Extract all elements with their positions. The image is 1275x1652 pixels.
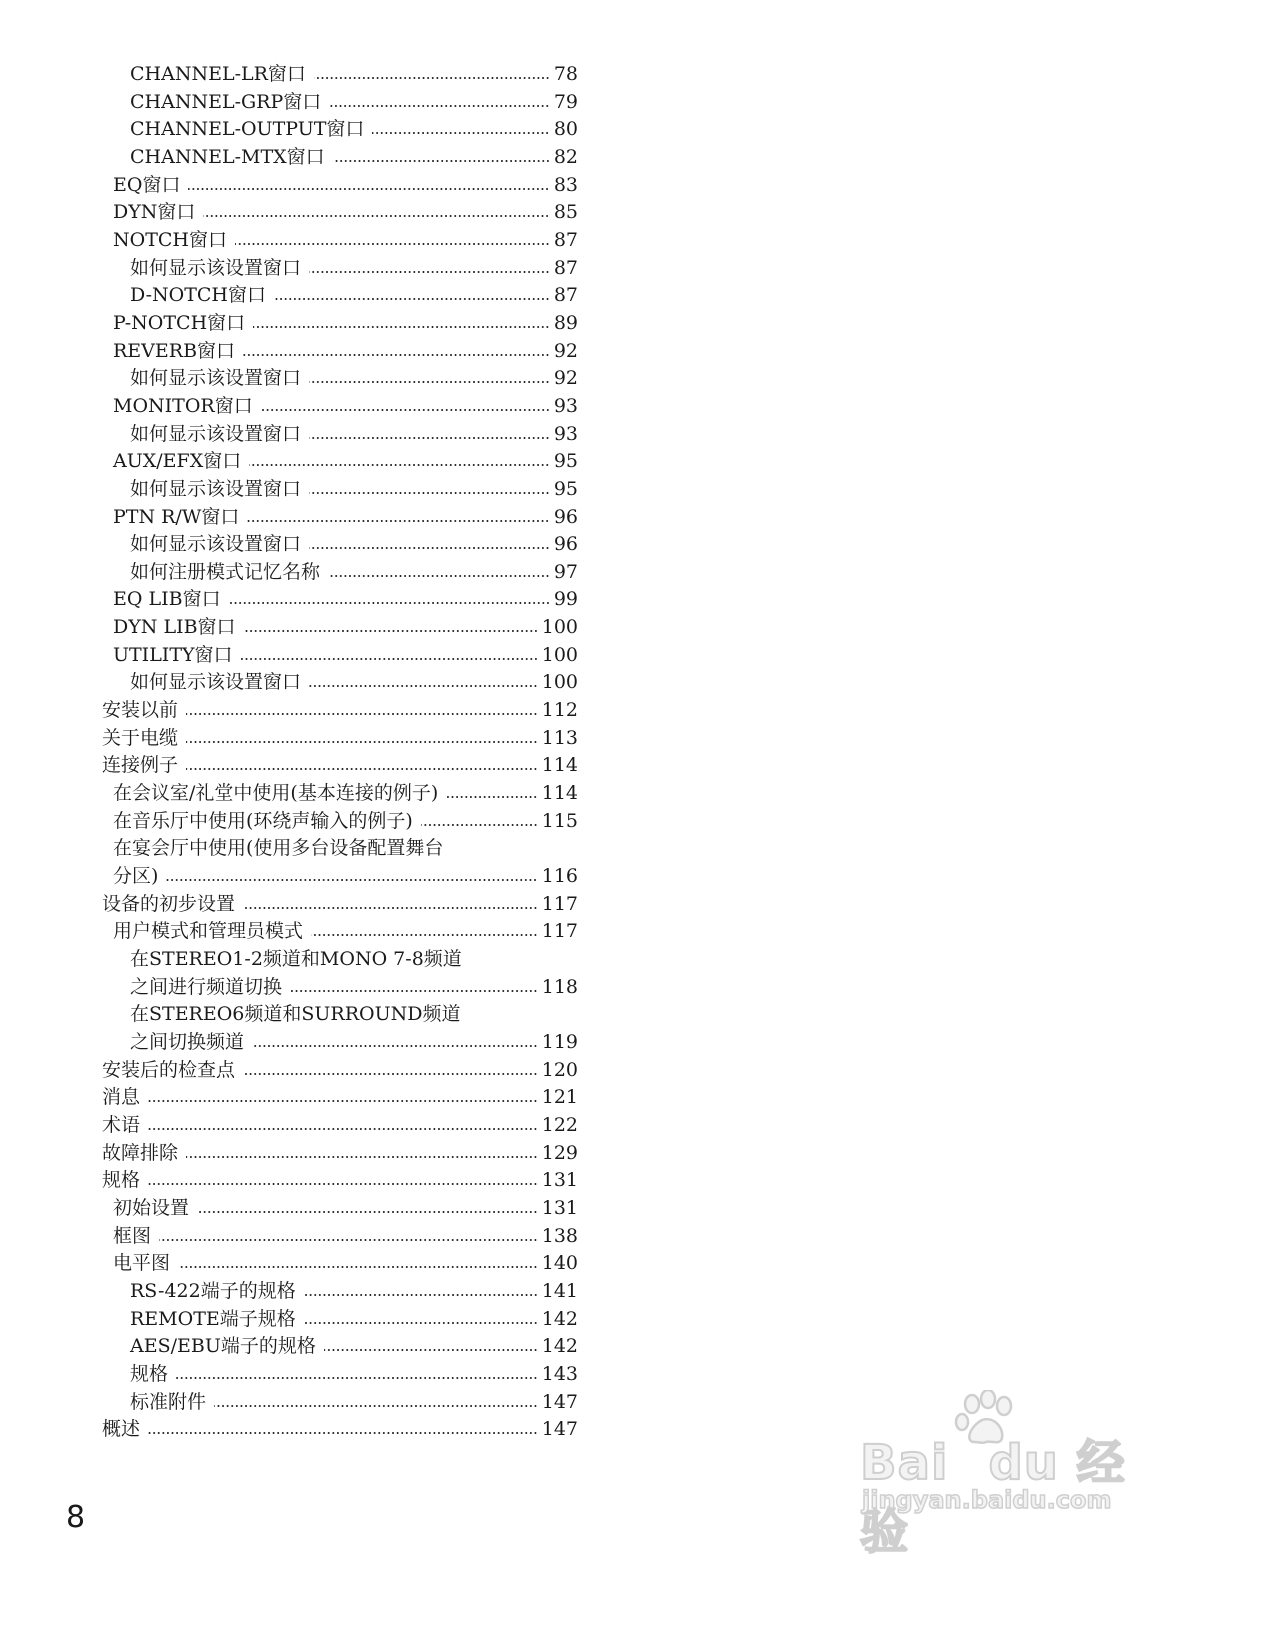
dot-leader <box>309 380 550 384</box>
watermark-logo-text: Bai du 经验 <box>860 1435 1126 1560</box>
toc-entry[interactable] <box>102 504 578 532</box>
toc-entry[interactable] <box>102 338 578 366</box>
toc-entry-label: 在会议室/礼堂中使用(基本连接的例子) <box>113 782 439 805</box>
toc-entry-page: 87 <box>553 228 578 251</box>
toc-entry-page: 87 <box>553 256 578 279</box>
dot-leader <box>333 159 550 163</box>
toc-entry-page: 117 <box>541 892 578 915</box>
toc-entry[interactable] <box>102 1140 578 1168</box>
toc-entry-page: 95 <box>553 450 578 473</box>
dot-leader <box>328 574 550 578</box>
toc-entry[interactable] <box>102 1333 578 1361</box>
toc-entry-page: 129 <box>541 1141 578 1164</box>
toc-entry[interactable] <box>102 974 578 1002</box>
toc-entry-page: 112 <box>541 699 578 722</box>
dot-leader <box>203 214 549 218</box>
toc-entry[interactable] <box>102 891 578 919</box>
toc-entry-label: 如何显示该设置窗口 <box>130 671 302 694</box>
dot-leader <box>311 933 538 937</box>
toc-entry-label: 规格 <box>130 1362 169 1385</box>
dot-leader <box>186 767 538 771</box>
dot-leader <box>148 1182 538 1186</box>
toc-entry-page: 147 <box>541 1418 578 1441</box>
dot-leader <box>229 601 550 605</box>
toc-entry-page: 100 <box>541 671 578 694</box>
toc-entry-label: RS-422端子的规格 <box>130 1279 296 1302</box>
dot-leader <box>186 712 538 716</box>
toc-entry[interactable] <box>102 918 578 946</box>
dot-leader <box>243 906 538 910</box>
toc-entry-label: 规格 <box>102 1169 141 1192</box>
toc-entry[interactable] <box>102 393 578 421</box>
toc-entry-page: 140 <box>541 1252 578 1275</box>
toc-entry-label: 如何显示该设置窗口 <box>130 477 302 500</box>
dot-leader <box>159 1238 538 1242</box>
dot-leader <box>249 463 550 467</box>
toc-entry-page: 131 <box>541 1196 578 1219</box>
toc-entry-label: 设备的初步设置 <box>102 892 236 915</box>
dot-leader <box>243 353 550 357</box>
toc-entry-label: 在音乐厅中使用(环绕声输入的例子) <box>113 809 413 832</box>
toc-entry-label: 关于电缆 <box>102 726 179 749</box>
toc-entry-label: 如何显示该设置窗口 <box>130 256 302 279</box>
dot-leader <box>197 1210 538 1214</box>
toc-entry-label: 如何注册模式记忆名称 <box>130 560 321 583</box>
toc-entry-label: AUX/EFX窗口 <box>113 450 242 473</box>
toc-entry-page: 89 <box>553 311 578 334</box>
toc-entry-page: 119 <box>541 1030 578 1053</box>
toc-entry-page: 82 <box>553 145 578 168</box>
toc-entry-label: DYN窗口 <box>113 201 196 224</box>
toc-entry-label: 如何显示该设置窗口 <box>130 422 302 445</box>
toc-entry-label: 安装以前 <box>102 699 179 722</box>
dot-leader <box>241 657 538 661</box>
toc-entry[interactable] <box>102 172 578 200</box>
toc-entry-label: 标准附件 <box>130 1390 207 1413</box>
toc-entry[interactable] <box>102 1167 578 1195</box>
toc-entry-page: 92 <box>553 339 578 362</box>
toc-entry[interactable] <box>102 1084 578 1112</box>
dot-leader <box>309 546 550 550</box>
toc-entry-page: 93 <box>553 394 578 417</box>
dot-leader <box>314 76 550 80</box>
toc-entry-label: 在宴会厅中使用(使用多台设备配置舞台 <box>113 837 444 860</box>
page-number: 8 <box>66 1500 86 1535</box>
toc-entry[interactable] <box>102 1223 578 1251</box>
dot-leader <box>148 1099 538 1103</box>
toc-entry-label: 之间切换频道 <box>130 1030 245 1053</box>
toc-entry-label: CHANNEL-GRP窗口 <box>130 90 322 113</box>
toc-entry[interactable] <box>102 1195 578 1223</box>
toc-entry-page: 95 <box>553 477 578 500</box>
toc-entry-label: EQ LIB窗口 <box>113 588 221 611</box>
toc-entry[interactable] <box>102 669 578 697</box>
toc-entry[interactable] <box>102 116 578 144</box>
dot-leader <box>309 491 550 495</box>
dot-leader <box>148 1431 538 1435</box>
dot-leader <box>304 1293 538 1297</box>
dot-leader <box>309 684 538 688</box>
toc-entry[interactable] <box>102 1029 578 1057</box>
dot-leader <box>244 629 538 633</box>
toc-entry[interactable] <box>102 1416 578 1444</box>
dot-leader <box>176 1376 538 1380</box>
dot-leader <box>290 989 538 993</box>
toc-entry[interactable] <box>102 1306 578 1334</box>
toc-entry-page: 80 <box>553 118 578 141</box>
baidu-watermark-logo <box>860 1390 1150 1560</box>
toc-entry-page: 120 <box>541 1058 578 1081</box>
dot-leader <box>247 519 549 523</box>
dot-leader <box>252 1044 538 1048</box>
toc-entry-label: 在STEREO1-2频道和MONO 7-8频道 <box>130 948 462 970</box>
toc-entry[interactable] <box>102 835 578 863</box>
toc-entry-page: 83 <box>553 173 578 196</box>
toc-entry-label: AES/EBU端子的规格 <box>130 1335 316 1358</box>
toc-entry[interactable] <box>102 310 578 338</box>
dot-leader <box>309 436 550 440</box>
toc-entry-label: PTN R/W窗口 <box>113 505 240 528</box>
toc-entry-label: 初始设置 <box>113 1196 190 1219</box>
toc-entry-page: 96 <box>553 533 578 556</box>
toc-entry[interactable] <box>102 1001 578 1029</box>
dot-leader <box>421 823 538 827</box>
toc-entry[interactable] <box>102 144 578 172</box>
toc-entry-label: REMOTE端子规格 <box>130 1307 296 1330</box>
toc-entry[interactable] <box>102 227 578 255</box>
toc-entry[interactable] <box>102 1389 578 1417</box>
dot-leader <box>324 1348 538 1352</box>
dot-leader <box>372 131 549 135</box>
toc-entry-label: 术语 <box>102 1113 141 1136</box>
toc-entry-page: 96 <box>553 505 578 528</box>
toc-entry[interactable] <box>102 1361 578 1389</box>
toc-entry-label: 安装后的检查点 <box>102 1058 236 1081</box>
dot-leader <box>235 242 550 246</box>
toc-entry-label: 连接例子 <box>102 754 179 777</box>
toc-entry-page: 142 <box>541 1307 578 1330</box>
toc-entry-label: NOTCH窗口 <box>113 228 227 251</box>
toc-entry-page: 78 <box>553 63 578 85</box>
toc-entry-label: MONITOR窗口 <box>113 394 253 417</box>
toc-entry[interactable] <box>102 476 578 504</box>
toc-entry-page: 131 <box>541 1169 578 1192</box>
toc-entry-page: 116 <box>541 865 578 888</box>
toc-entry-label: 如何显示该设置窗口 <box>130 367 302 390</box>
toc-entry-label: 框图 <box>113 1224 152 1247</box>
toc-entry-page: 93 <box>553 422 578 445</box>
dot-leader <box>214 1404 538 1408</box>
dot-leader <box>261 408 550 412</box>
toc-entry-page: 117 <box>541 920 578 943</box>
toc-entry-label: 如何显示该设置窗口 <box>130 533 302 556</box>
dot-leader <box>329 104 550 108</box>
toc-entry-page: 85 <box>553 201 578 224</box>
toc-entry[interactable] <box>102 1278 578 1306</box>
toc-entry[interactable] <box>102 808 578 836</box>
toc-entry-label: D-NOTCH窗口 <box>130 284 266 307</box>
toc-entry[interactable] <box>102 199 578 227</box>
dot-leader <box>446 795 538 799</box>
toc-entry[interactable] <box>102 559 578 587</box>
toc-entry-label: 用户模式和管理员模式 <box>113 920 304 943</box>
toc-entry-page: 87 <box>553 284 578 307</box>
toc-entry[interactable] <box>102 1112 578 1140</box>
toc-entry-page: 79 <box>553 90 578 113</box>
toc-entry-page: 115 <box>541 809 578 832</box>
toc-entry[interactable] <box>102 614 578 642</box>
toc-entry-page: 114 <box>541 782 578 805</box>
toc-entry-label: CHANNEL-OUTPUT窗口 <box>130 118 365 141</box>
toc-entry-page: 142 <box>541 1335 578 1358</box>
toc-entry-label: 分区) <box>113 865 159 888</box>
toc-entry-label: DYN LIB窗口 <box>113 616 236 639</box>
toc-entry[interactable] <box>102 586 578 614</box>
dot-leader <box>148 1127 538 1131</box>
toc-entry[interactable] <box>102 697 578 725</box>
toc-entry-page: 121 <box>541 1086 578 1109</box>
toc-entry[interactable] <box>102 946 578 974</box>
dot-leader <box>309 270 550 274</box>
toc-entry[interactable] <box>102 448 578 476</box>
dot-leader <box>188 187 549 191</box>
toc-entry[interactable] <box>102 780 578 808</box>
toc-entry-page: 97 <box>553 560 578 583</box>
dot-leader <box>253 325 550 329</box>
toc-entry-page: 138 <box>541 1224 578 1247</box>
toc-entry-label: EQ窗口 <box>113 173 181 196</box>
toc-entry[interactable] <box>102 1250 578 1278</box>
toc-entry-page: 122 <box>541 1113 578 1136</box>
toc-entry-page: 100 <box>541 643 578 666</box>
toc-entry-label: 电平图 <box>113 1252 171 1275</box>
toc-entry[interactable] <box>102 365 578 393</box>
dot-leader <box>304 1321 538 1325</box>
toc-entry-page: 147 <box>541 1390 578 1413</box>
toc-entry-label: CHANNEL-MTX窗口 <box>130 145 325 168</box>
toc-entry-page: 113 <box>541 726 578 749</box>
dot-leader <box>178 1265 538 1269</box>
dot-leader <box>274 297 550 301</box>
toc-entry[interactable] <box>102 725 578 753</box>
toc-entry-page: 141 <box>541 1279 578 1302</box>
toc-entry[interactable] <box>102 752 578 780</box>
toc-entry-label: 概述 <box>102 1418 141 1441</box>
toc-entry-label: UTILITY窗口 <box>113 643 233 666</box>
toc-entry-label: P-NOTCH窗口 <box>113 311 246 334</box>
toc-entry[interactable] <box>102 282 578 310</box>
dot-leader <box>166 878 537 882</box>
watermark-url: jingyan.baidu.com <box>862 1486 1112 1514</box>
toc-entry-label: 之间进行频道切换 <box>130 975 283 998</box>
toc-entry[interactable] <box>102 89 578 117</box>
toc-entry-label: CHANNEL-LR窗口 <box>130 63 306 85</box>
toc-entry-label: 故障排除 <box>102 1141 179 1164</box>
toc-entry-page: 143 <box>541 1362 578 1385</box>
toc-entry[interactable] <box>102 61 578 89</box>
toc-entry-page: 92 <box>553 367 578 390</box>
toc-entry[interactable] <box>102 1057 578 1085</box>
toc-entry-page: 114 <box>541 754 578 777</box>
toc-entry-page: 118 <box>541 975 578 998</box>
toc-entry[interactable] <box>102 531 578 559</box>
toc-entry-page: 99 <box>553 588 578 611</box>
table-of-contents <box>102 61 578 1444</box>
dot-leader <box>186 1155 538 1159</box>
toc-entry[interactable] <box>102 421 578 449</box>
toc-entry[interactable] <box>102 863 578 891</box>
dot-leader <box>243 1072 538 1076</box>
toc-entry[interactable] <box>102 642 578 670</box>
dot-leader <box>186 740 538 744</box>
toc-entry[interactable] <box>102 255 578 283</box>
toc-entry-label: REVERB窗口 <box>113 339 236 362</box>
toc-entry-page: 100 <box>541 616 578 639</box>
toc-entry-label: 消息 <box>102 1086 141 1109</box>
toc-entry-label: 在STEREO6频道和SURROUND频道 <box>130 1003 461 1026</box>
